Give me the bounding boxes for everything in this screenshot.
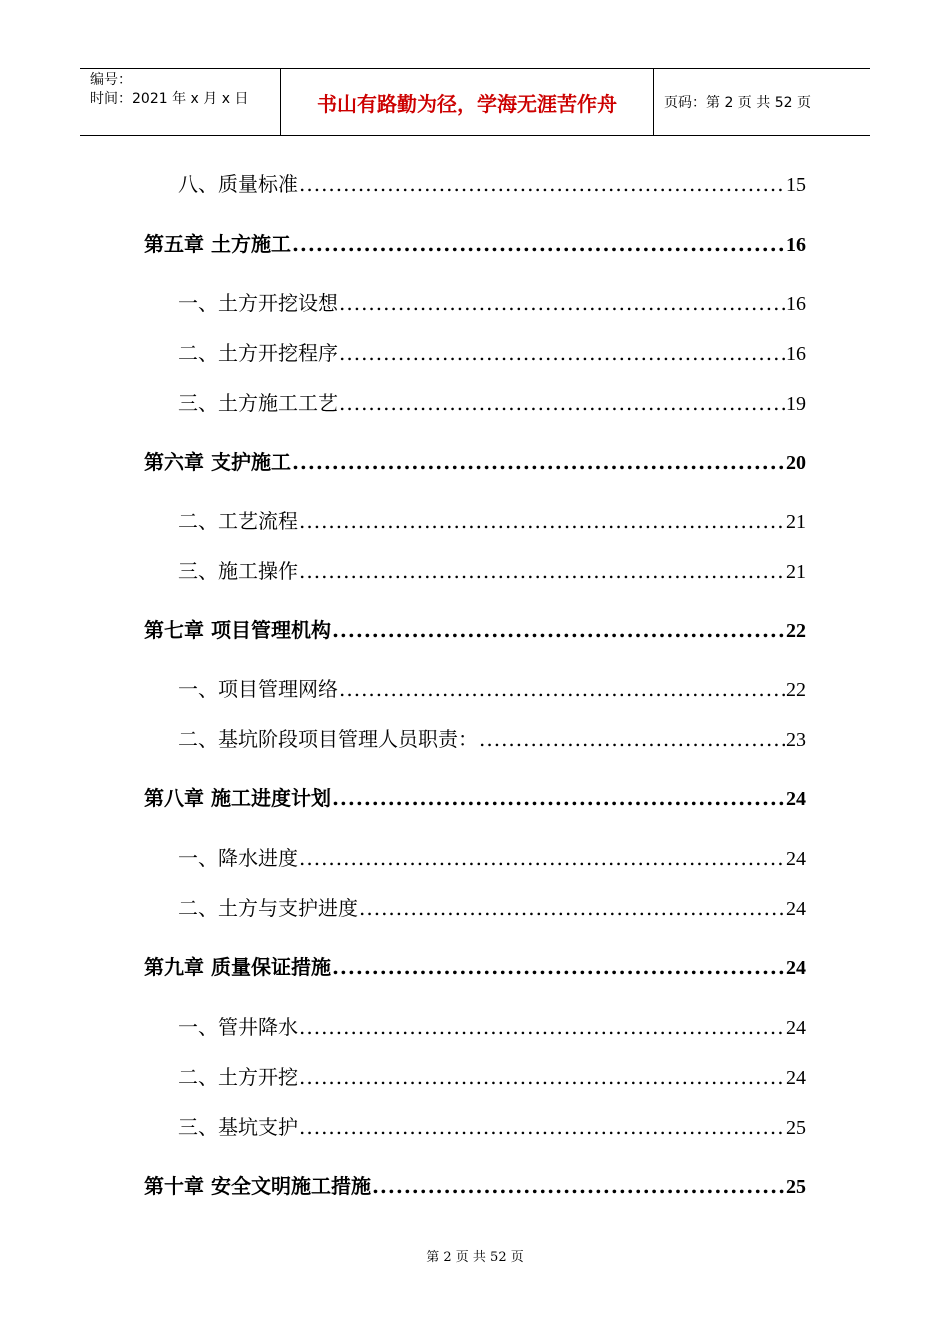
toc-entry-title: 第八章 施工进度计划 (144, 786, 331, 810)
toc-entry-title: 三、施工操作 (178, 559, 298, 583)
toc-entry-page: 24 (786, 788, 806, 810)
toc-entry-page: 21 (786, 511, 806, 533)
toc-entry-page: 24 (786, 957, 806, 979)
number-label: 编号： (90, 72, 132, 88)
toc-entry-title: 二、土方开挖程序 (178, 341, 338, 365)
toc-entry-page: 16 (786, 234, 806, 256)
toc-entry-page: 20 (786, 452, 806, 474)
toc-entry-page: 24 (786, 898, 806, 920)
toc-leader-dots (299, 170, 785, 198)
toc-entry-page: 23 (786, 729, 806, 751)
toc-entry-title: 第五章 土方施工 (144, 232, 291, 256)
toc-chapter-entry[interactable] (144, 1172, 806, 1200)
toc-leader-dots (292, 230, 785, 258)
toc-section-entry[interactable] (178, 894, 806, 922)
toc-entry-title: 八、质量标准 (178, 172, 298, 196)
toc-entry-title: 二、土方开挖 (178, 1065, 298, 1089)
toc-entry-title: 一、项目管理网络 (178, 677, 338, 701)
document-header (80, 68, 870, 136)
toc-section-entry[interactable] (178, 389, 806, 417)
toc-leader-dots (339, 675, 785, 703)
toc-entry-page: 15 (786, 174, 806, 196)
header-meta (80, 69, 281, 135)
toc-entry-page: 22 (786, 620, 806, 642)
toc-leader-dots (339, 289, 785, 317)
toc-entry-title: 一、管井降水 (178, 1015, 298, 1039)
toc-entry-title: 第七章 项目管理机构 (144, 618, 331, 642)
toc-section-entry[interactable] (178, 1013, 806, 1041)
toc-entry-page: 25 (786, 1176, 806, 1198)
toc-leader-dots (359, 894, 785, 922)
toc-chapter-entry[interactable] (144, 953, 806, 981)
toc-section-entry[interactable] (178, 725, 806, 753)
toc-section-entry[interactable] (178, 1113, 806, 1141)
toc-entry-title: 二、工艺流程 (178, 509, 298, 533)
toc-entry-page: 16 (786, 293, 806, 315)
toc-entry-page: 24 (786, 848, 806, 870)
toc-entry-page: 19 (786, 393, 806, 415)
toc-section-entry[interactable] (178, 339, 806, 367)
toc-chapter-entry[interactable] (144, 784, 806, 812)
toc-entry-title: 第六章 支护施工 (144, 450, 291, 474)
toc-leader-dots (372, 1172, 785, 1200)
toc-entry-page: 25 (786, 1117, 806, 1139)
toc-entry-title: 一、土方开挖设想 (178, 291, 338, 315)
toc-section-entry[interactable] (178, 675, 806, 703)
toc-entry-page: 22 (786, 679, 806, 701)
toc-chapter-entry[interactable] (144, 448, 806, 476)
toc-section-entry[interactable] (178, 844, 806, 872)
toc-leader-dots (332, 616, 785, 644)
toc-leader-dots (292, 448, 785, 476)
toc-section-entry[interactable] (178, 557, 806, 585)
toc-leader-dots (479, 725, 785, 753)
toc-leader-dots (299, 844, 785, 872)
toc-entry-title: 二、土方与支护进度 (178, 896, 358, 920)
toc-entry-page: 24 (786, 1017, 806, 1039)
toc-entry-title: 三、土方施工工艺 (178, 391, 338, 415)
header-page-info: 页码：第 2 页 共 52 页 (664, 95, 811, 111)
toc-section-entry[interactable] (178, 507, 806, 535)
time-label: 时间：2021 年 x 月 x 日 (90, 91, 249, 107)
toc-section-entry[interactable] (178, 1063, 806, 1091)
toc-entry-title: 三、基坑支护 (178, 1115, 298, 1139)
toc-leader-dots (299, 557, 785, 585)
toc-leader-dots (332, 953, 785, 981)
toc-section-entry[interactable] (178, 289, 806, 317)
toc-entry-page: 24 (786, 1067, 806, 1089)
toc-entry-page: 16 (786, 343, 806, 365)
toc-chapter-entry[interactable] (144, 230, 806, 258)
toc-entry-page: 21 (786, 561, 806, 583)
toc-entry-title: 第九章 质量保证措施 (144, 955, 331, 979)
toc-leader-dots (339, 339, 785, 367)
toc-leader-dots (299, 507, 785, 535)
header-motto: 书山有路勤为径，学海无涯苦作舟 (281, 69, 654, 135)
toc-section-entry[interactable] (178, 170, 806, 198)
toc-entry-title: 第十章 安全文明施工措施 (144, 1174, 371, 1198)
toc-entry-title: 二、基坑阶段项目管理人员职责： (178, 727, 478, 751)
toc-leader-dots (332, 784, 785, 812)
toc-leader-dots (299, 1013, 785, 1041)
page-footer: 第 2 页 共 52 页 (426, 1250, 524, 1265)
toc-chapter-entry[interactable] (144, 616, 806, 644)
toc-leader-dots (339, 389, 785, 417)
toc-entry-title: 一、降水进度 (178, 846, 298, 870)
toc-leader-dots (299, 1063, 785, 1091)
toc-leader-dots (299, 1113, 785, 1141)
